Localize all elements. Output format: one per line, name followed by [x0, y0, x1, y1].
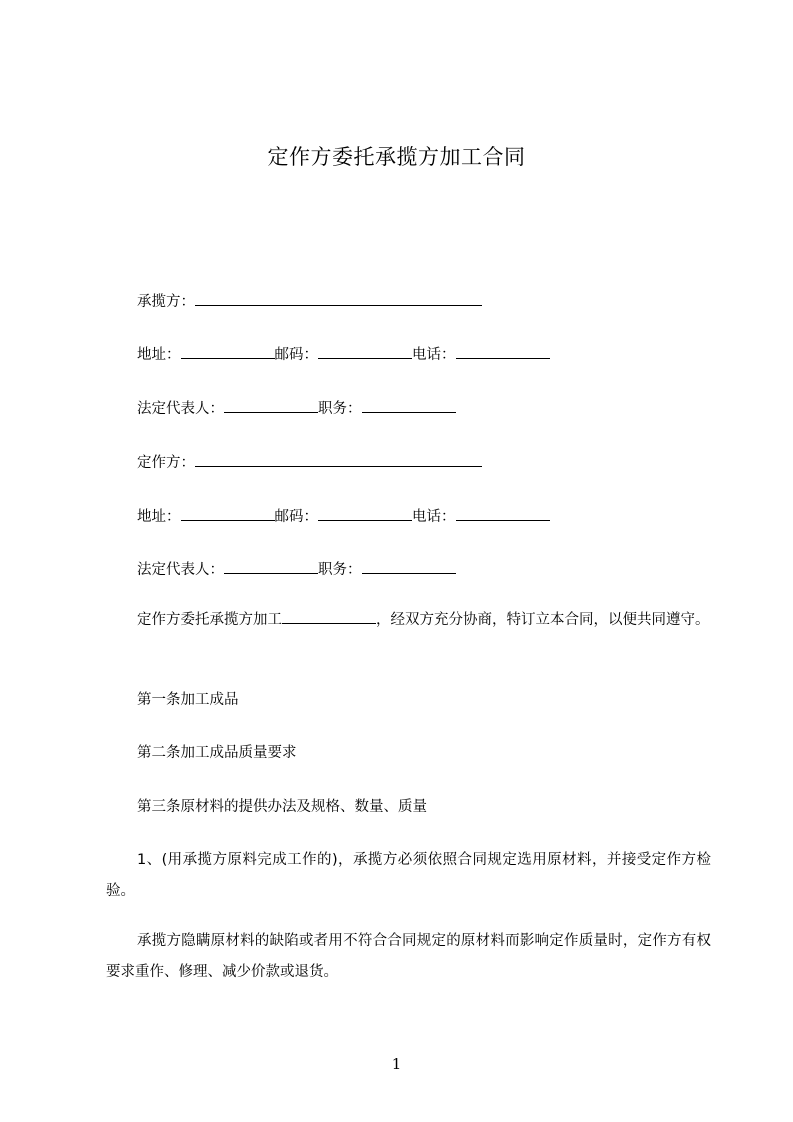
orderer-position-label: 职务：: [318, 562, 362, 578]
orderer-phone-label: 电话：: [412, 509, 456, 525]
orderer-name-label: 定作方：: [137, 455, 195, 471]
orderer-rep-blank[interactable]: [224, 558, 318, 574]
orderer-postcode-blank[interactable]: [318, 505, 412, 521]
article-2: 第二条加工成品质量要求: [137, 745, 297, 761]
orderer-postcode-label: 邮码：: [274, 509, 318, 525]
orderer-position-blank[interactable]: [362, 558, 456, 574]
contractor-postcode-blank[interactable]: [318, 343, 412, 359]
contractor-name-blank[interactable]: [195, 290, 482, 306]
contractor-postcode-label: 邮码：: [274, 347, 318, 363]
orderer-name-blank[interactable]: [195, 451, 482, 467]
contractor-name-line: [137, 290, 482, 312]
intro-paragraph: [106, 605, 711, 636]
intro-text-after: ，经双方充分协商，特订立本合同，以便共同遵守。: [376, 612, 710, 628]
paragraph-material-1: 1、(用承揽方原料完成工作的)，承揽方必须依照合同规定选用原材料，并接受定作方检验。: [106, 852, 711, 899]
contractor-name-label: 承揽方：: [137, 294, 195, 310]
article-3: 第三条原材料的提供办法及规格、数量、质量: [137, 799, 427, 815]
contractor-rep-blank[interactable]: [224, 397, 318, 413]
orderer-rep-line: [137, 558, 456, 580]
contractor-address-blank[interactable]: [181, 343, 275, 359]
contractor-phone-label: 电话：: [412, 347, 456, 363]
contract-title: 定作方委托承揽方加工合同: [267, 145, 526, 169]
orderer-address-blank[interactable]: [181, 505, 275, 521]
orderer-address-label: 地址：: [137, 509, 181, 525]
page-number: 1: [391, 1055, 402, 1073]
contractor-rep-label: 法定代表人：: [137, 401, 224, 417]
paragraph-material-2: 承揽方隐瞒原材料的缺陷或者用不符合合同规定的原材料而影响定作质量时，定作方有权要求重作、修理、减少价款或退货。: [106, 933, 711, 980]
intro-text-before: 定作方委托承揽方加工: [137, 612, 282, 628]
contractor-address-label: 地址：: [137, 347, 181, 363]
article-1: 第一条加工成品: [137, 692, 239, 708]
contractor-address-line: [137, 343, 550, 365]
contractor-position-label: 职务：: [318, 401, 362, 417]
contractor-position-blank[interactable]: [362, 397, 456, 413]
orderer-rep-label: 法定代表人：: [137, 562, 224, 578]
contractor-rep-line: [137, 397, 456, 419]
orderer-name-line: [137, 451, 482, 473]
contractor-phone-blank[interactable]: [456, 343, 550, 359]
orderer-address-line: [137, 505, 550, 527]
orderer-phone-blank[interactable]: [456, 505, 550, 521]
intro-blank[interactable]: [282, 608, 376, 624]
